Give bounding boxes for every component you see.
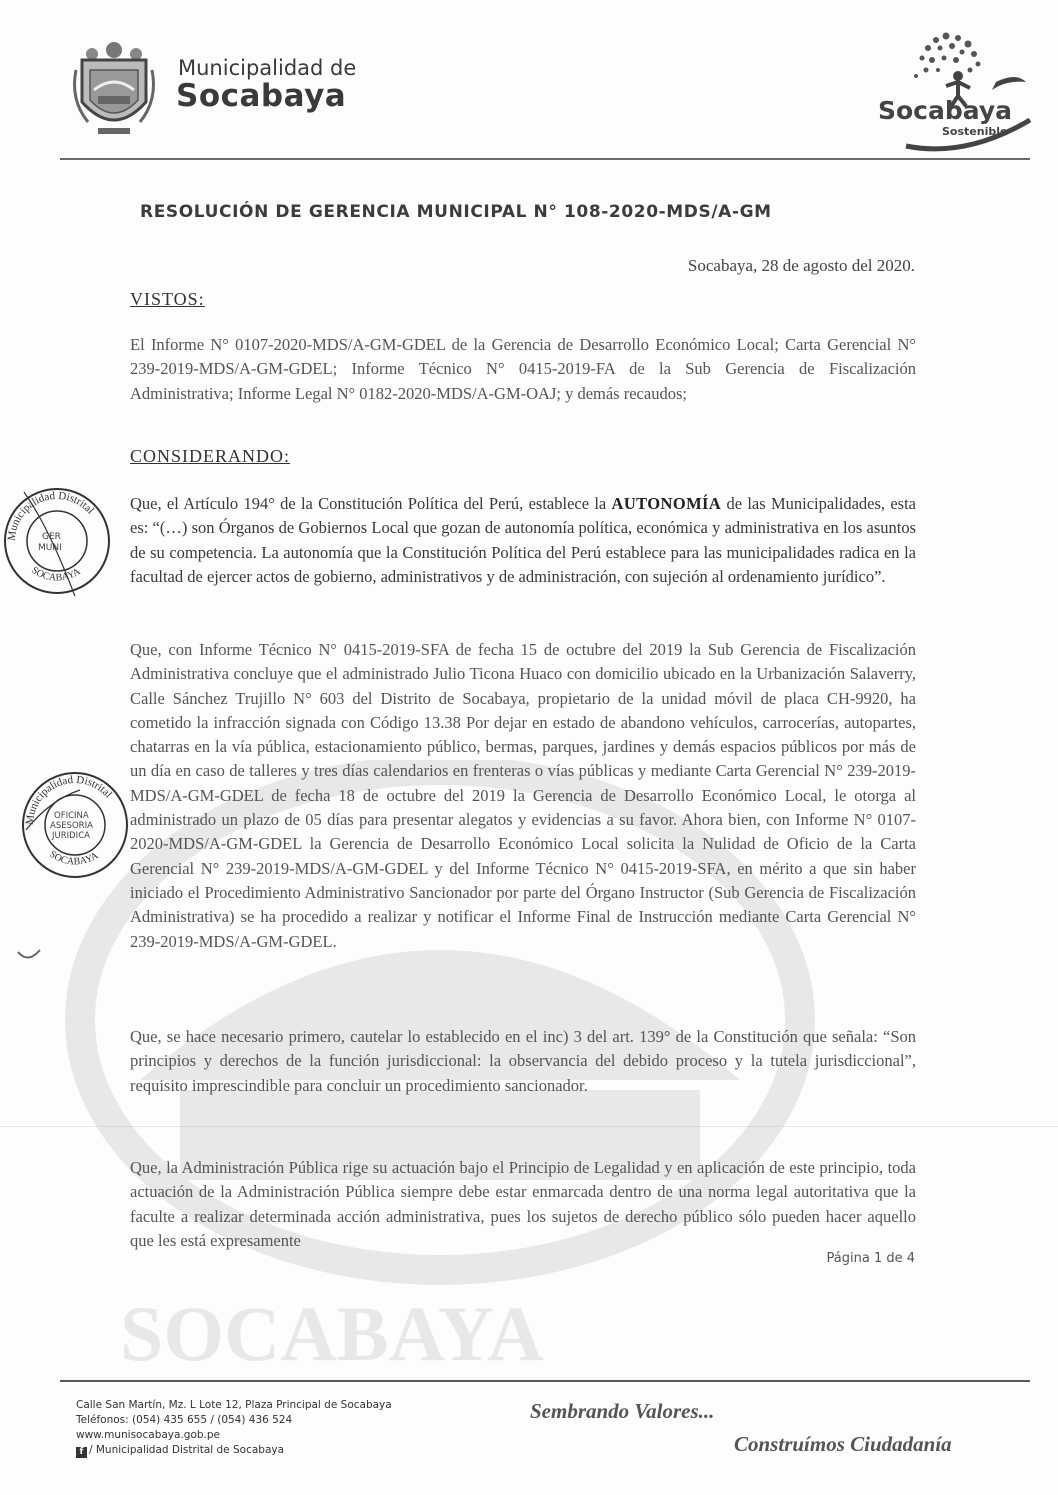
- stamp1-bottom-text: SOCABAYA: [29, 564, 83, 584]
- footer-website: www.munisocabaya.gob.pe: [76, 1429, 220, 1441]
- paragraph-legalidad: Que, la Administración Pública rige su actuación bajo el Principio de Legalidad y en aplicación de este principio, toda actuación de la Administración Pública siempre debe estar enmarcada dentro de una norma legal autoritativa que la faculte a realizar determinada acción administrativa, pues los sujetos de derecho público sólo pueden hacer aquello que les está expresamente: [130, 1158, 916, 1250]
- municipality-crest-logo: [68, 30, 160, 140]
- considerando-heading: CONSIDERANDO:: [130, 446, 291, 466]
- svg-text:SOCABAYA: [29, 565, 83, 584]
- paragraph-debido-proceso: Que, se hace necesario primero, cautelar lo establecido en el inc) 3 del art. 139° de la Constitución que señala: “Son principios y derechos de la función jurisdiccional: la observancia del debido proceso y la tutela jurisdiccional”, requisito imprescindible para concluir un procedimiento sancionador.: [130, 1027, 916, 1095]
- stamp2-center-line1: OFICINA: [54, 811, 89, 821]
- paragraph-autonomia: [130, 492, 916, 589]
- municipality-name-line2: Socabaya: [176, 78, 347, 114]
- gerencia-municipal-stamp: [2, 486, 112, 596]
- resolution-title: RESOLUCIÓN DE GERENCIA MUNICIPAL N° 108-2020-MDS/A-GM: [140, 202, 772, 222]
- municipality-name-line1: Municipalidad de: [178, 56, 357, 80]
- slogan-line2: Construímos Ciudadanía: [734, 1432, 952, 1456]
- asesoria-juridica-stamp: [20, 770, 130, 880]
- footer-facebook-line: [76, 1443, 392, 1458]
- stamp2-center-line3: JURIDICA: [52, 831, 90, 841]
- footer-phones: Teléfonos: (054) 435 655 / (054) 436 524: [76, 1414, 293, 1426]
- vistos-heading: VISTOS:: [130, 289, 205, 309]
- svg-text:SOCABAYA: [47, 849, 101, 868]
- resolution-date: Socabaya, 28 de agosto del 2020.: [687, 256, 915, 275]
- stamp2-bottom-text: SOCABAYA: [47, 848, 101, 868]
- footer-divider: [60, 1380, 1030, 1382]
- stamp2-ring-text: Municipalidad Distrital: [23, 773, 115, 826]
- stamp1-center-line2: MUNI: [38, 543, 62, 553]
- paper-fold-line: [0, 1126, 1058, 1127]
- scan-mark: [14, 938, 44, 966]
- footer-contact: [76, 1398, 392, 1458]
- logo-subtitle: Sostenible: [942, 125, 1008, 138]
- footer-address: Calle San Martín, Mz. L Lote 12, Plaza Principal de Socabaya: [76, 1399, 392, 1411]
- watermark-text: SOCABAYA: [120, 1290, 544, 1377]
- footer-facebook: / Municipalidad Distrital de Socabaya: [89, 1444, 285, 1456]
- header-divider: [60, 158, 1030, 160]
- paragraph-informe-tecnico: Que, con Informe Técnico N° 0415-2019-SFA de fecha 15 de octubre del 2019 la Sub Gerencia de Fiscalización Administrativa concluye que el administrado Julio Ticona Huaco con domicilio ubicado en la Urbanización Salaverry, Calle Sánchez Trujillo N° 603 del Distrito de Socabaya, propietario de la unidad móvil de placa CH-9920, ha cometido la infracción signada con Código 13.38 Por dejar en estado de abandono vehículos, carrocerías, autopartes, chatarras en la vía pública, estacionamiento público, bermas, parques, jardines y demás espacios públicos por más de un día en caso de talleres y tres días calendarios en frenteras o vías públicas y mediante Carta Gerencial N° 239-2019-MDS/A-GM-GDEL de fecha 18 de octubre del 2019 la Gerencia de Desarrollo Económico Local, le otorga al administrado un plazo de 05 días para presentar alegatos y evidencias a su favor. Ahora bien, con Informe N° 0107-2020-MDS/A-GM-GDEL la Gerencia de Desarrollo Económico Local solicita la Nulidad de Oficio de la Carta Gerencial N° 239-2019-MDS/A-GM-GDEL y del Informe Técnico N° 0415-2019-SFA, en mérito a que sin haber iniciado el Procedimiento Administrativo Sancionador por parte del Órgano Instructor (Sub Gerencia de Fiscalización Administrativa) se ha procedido a realizar y notificar el Informe Final de Instrucción mediante Carta Gerencial N° 239-2019-MDS/A-GM-GDEL.: [130, 640, 916, 951]
- autonomia-emphasis: AUTONOMÍA: [611, 494, 722, 513]
- stamp1-center-line1: GER: [42, 532, 61, 542]
- logo-name: Socabaya: [878, 96, 1013, 125]
- stamp1-ring-text: Municipalidad Distrital: [5, 489, 97, 542]
- facebook-icon: f: [76, 1447, 87, 1458]
- paragraph-autonomia-part1: Que, el Artículo 194° de la Constitución Política del Perú, establece la: [130, 494, 612, 513]
- slogan-line1: Sembrando Valores...: [530, 1399, 715, 1423]
- vistos-paragraph: El Informe N° 0107-2020-MDS/A-GM-GDEL de la Gerencia de Desarrollo Económico Local; Carta Gerencial N° 239-2019-MDS/A-GM-GDEL; Informe Técnico N° 0415-2019-FA de la Sub Gerencia de Fiscalización Administrativa; Informe Legal N° 0182-2020-MDS/A-GM-OAJ; y demás recaudos;: [130, 335, 916, 403]
- stamp2-center-line2: ASESORIA: [50, 821, 93, 831]
- paragraph-autonomia-part2: de las Municipalidades, esta es: “(…) son Órganos de Gobiernos Local que gozan de autonomía política, económica y administrativa en los asuntos de su competencia. La autonomía que la Constitución Política del Perú establece para las municipalidades radica en la facultad de ejercer actos de gobierno, administrativos y de administración, con sujeción al ordenamiento jurídico”.: [130, 494, 916, 586]
- page-number: Página 1 de 4: [826, 1251, 915, 1266]
